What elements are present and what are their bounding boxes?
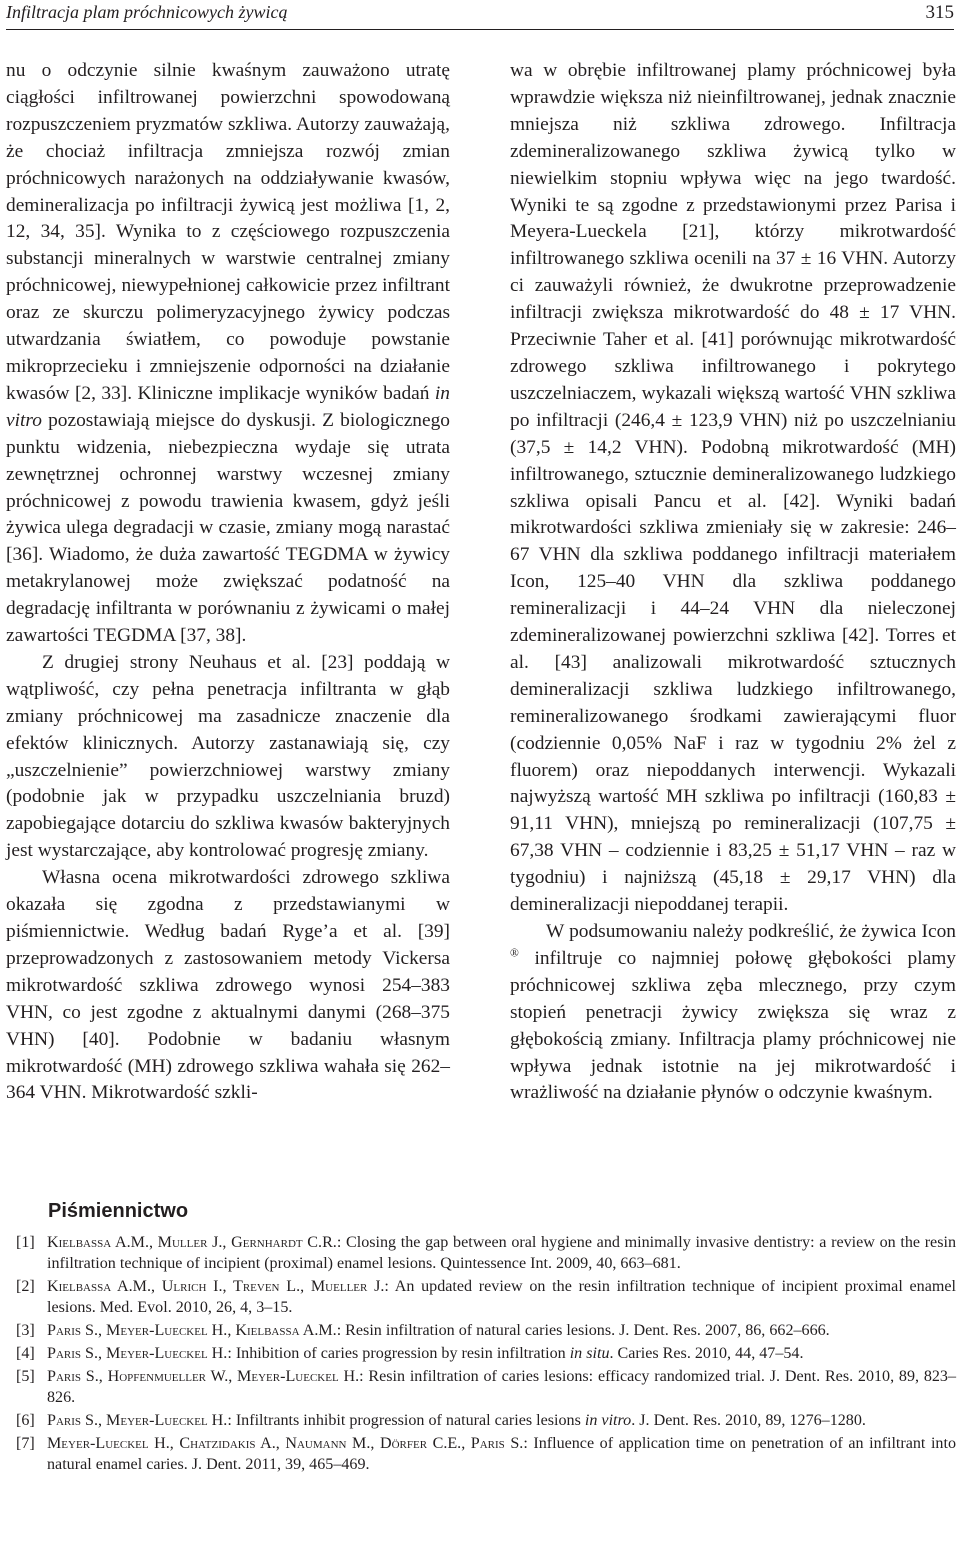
paragraph-microleakage xyxy=(6,58,450,650)
reference-item xyxy=(6,1433,956,1476)
paragraph-microhardness: Własna ocena mikrotwardości zdrowego szkliwa okazała się zgodna z przedstawianymi w piśmiennictwie. Według badań Ryge’a et al. [39] przeprowadzonych z zastosowaniem metody Vickersa mikrotwardość szkliwa zdrowego wynosi 254–383 VHN, co jest zgodne z aktualnymi danymi (268–375 VHN) [40]. Podobnie w badaniu własnym mikrotwardość (MH) zdrowego szkliwa wahała się 262–364 VHN. Mikrotwardość szkli- xyxy=(6,867,450,1104)
header-rule xyxy=(6,29,954,30)
reference-authors: Meyer-Lueckel H., Chatzidakis A., Naumann M., Dörfer C.E., Paris S. xyxy=(47,1434,524,1452)
reference-text: : An updated review on the resin infiltration technique of incipient proximal enamel lesions. Med. Evol. 2010, 26, 4, 3–15. xyxy=(47,1278,957,1317)
reference-italic: in situ xyxy=(569,1344,610,1362)
right-column xyxy=(510,58,956,1107)
reference-authors: Paris S., Meyer-Lueckel H. xyxy=(47,1411,228,1429)
reference-item xyxy=(6,1366,956,1409)
reference-item xyxy=(6,1343,956,1364)
reference-text: : Infiltrants inhibit progression of natural caries lesions xyxy=(227,1411,585,1429)
reference-text: . J. Dent. Res. 2010, 89, 1276–1280. xyxy=(631,1411,866,1429)
reference-number: [1] xyxy=(16,1234,35,1251)
paragraph-summary xyxy=(510,919,956,1107)
reference-authors: Paris S., Meyer-Lueckel H., Kielbassa A.M. xyxy=(47,1322,337,1340)
reference-number: [3] xyxy=(16,1322,35,1340)
reference-number: [2] xyxy=(16,1278,35,1296)
reference-text: : Influence of application time on penetration of an infiltrant into natural enamel caries. J. Dent. 2011, 39, 465–469. xyxy=(47,1434,956,1473)
reference-number: [5] xyxy=(16,1367,35,1385)
text-run: infiltruje co najmniej połowę głębokości plamy próchnicowej szkliwa zęba mlecznego, przy czym stopień penetracji żywicy zwiększa się wraz z głębokością zmiany. Infiltracja plamy próchnicowej nie wpływa jednak istotnie na jej mikrotwardość i wrażliwość na działanie płynów o odczynie kwaśnym. xyxy=(510,947,956,1104)
references-heading: Piśmiennictwo xyxy=(48,1200,189,1222)
reference-authors: Kielbassa A.M., Ulrich I., Treven L., Mueller J. xyxy=(47,1278,385,1296)
reference-text: : Resin infiltration of natural caries lesions. J. Dent. Res. 2007, 86, 662–666. xyxy=(336,1322,830,1340)
reference-number: [6] xyxy=(16,1411,35,1429)
reference-italic: in vitro xyxy=(584,1411,632,1429)
left-column xyxy=(6,58,450,1107)
references-section xyxy=(6,1196,956,1477)
paragraph-neuhaus: Z drugiej strony Neuhaus et al. [23] poddają w wątpliwość, czy pełna penetracja infiltranta w głąb zmiany próchnicowej ma zasadnicze znaczenie dla efektów klinicznych. Autorzy zastanawiają się, czy „uszczelnienie” powierzchniowej warstwy zmiany (podobnie jak w przypadku uszczelniania bruzd) zapobiegające dotarciu do szkliwa kwasów bakteryjnych jest wystarczające, aby kontrolować progresję zmiany. xyxy=(6,651,450,862)
reference-item xyxy=(6,1410,956,1431)
reference-authors: Kielbassa A.M., Muller J., Gernhardt C.R. xyxy=(47,1234,337,1251)
reference-text: : Closing the gap between oral hygiene and minimally invasive dentistry: a review on the resin infiltration technique of incipient (proximal) enamel lesions. Quintessence Int. 2009, 40, 663–681. xyxy=(47,1234,956,1273)
reference-item xyxy=(6,1320,956,1341)
italic-term: in vitro xyxy=(6,382,450,431)
reference-authors: Paris S., Hopfenmueller W., Meyer-Lueckel H. xyxy=(47,1367,360,1385)
reference-text: : Inhibition of caries progression by resin infiltration xyxy=(227,1344,570,1362)
reference-item xyxy=(6,1276,956,1319)
reference-text: . Caries Res. 2010, 44, 47–54. xyxy=(609,1344,804,1362)
text-run: W podsumowaniu należy podkreślić, że żywica Icon xyxy=(546,921,956,942)
reference-text: : Resin infiltration of caries lesions: efficacy randomized trial. J. Dent. Res. 2010, 89, 823–826. xyxy=(47,1367,957,1407)
registered-mark: ® xyxy=(510,946,519,960)
reference-number: [4] xyxy=(16,1344,35,1362)
page-number: 315 xyxy=(925,2,954,23)
running-header xyxy=(6,0,954,30)
text-run: pozostawiają miejsce do dyskusji. Z biologicznego punktu widzenia, niebezpieczna wydaje się utrata zewnętrznej ochronnej warstwy wczesnej zmiany próchnicowej z powodu trawienia kwasem, gdyż jeśli żywica ulega degradacji w czasie, zmiany mogą narastać [36]. Wiadomo, że duża zawartość TEGDMA w żywicy metakrylanowej może zwiększać podatność na degradację infiltranta w porównaniu z żywicami o małej zawartości TEGDMA [37, 38]. xyxy=(6,409,450,647)
reference-authors: Paris S., Meyer-Lueckel H. xyxy=(47,1344,228,1362)
paragraph-infiltrated-enamel: wa w obrębie infiltrowanej plamy próchnicowej była wprawdzie większa niż nieinfiltrowanej, jednak znacznie mniejsza niż szkliwa zdrowego. Infiltracja zdemineralizowanego szkliwa żywicą tylko w niewielkim stopniu wpływa więc na jego twardość. Wyniki te są zgodne z przedstawionymi przez Parisa i Meyera-Lueckela [21], którzy mikrotwardość infiltrowanego szkliwa ocenili na 37 ± 16 VHN. Autorzy ci zauważyli również, że dwukrotne przeprowadzenie infiltracji zwiększa mikrotwardość do 48 ± 17 VHN. Przeciwnie Taher et al. [41] porównując mikrotwardość zdrowego szkliwa infiltrowanego i pokrytego uszczelniaczem, wykazali większą wartość VHN szkliwa po infiltracji (246,4 ± 123,9 VHN) niż po uszczelnianiu (37,5 ± 14,2 VHN). Podobną mikrotwardość (MH) infiltrowanego, sztucznie demineralizowanego ludzkiego szkliwa opisali Pancu et al. [42]. Wyniki badań mikrotwardości szkliwa zmieniały się w zakresie: 246–67 VHN dla szkliwa poddanego infiltracji materiałem Icon, 125–40 VHN dla szkliwa poddanego remineralizacji i 44–24 VHN dla nieleczonej zdemineralizowanej powierzchni szkliwa [42]. Torres et al. [43] analizowali mikrotwardość sztucznych demineralizacji szkliwa ludzkiego infiltrowanego, remineralizowanego środkami zawierającymi fluor (codziennie 0,05% NaF i raz w tygodniu 2% żel z fluorem) oraz niepoddanych interwencji. Wykazali najwyższą wartość MH szkliwa po infiltracji (160,83 ± 91,11 VHN), mniejszą po remineralizacji (107,75 ± 67,38 VHN – codziennie i 83,25 ± 51,17 VHN – raz w tygodniu) i najniższą (45,18 ± 29,17 VHN) dla demineralizacji niepoddanej terapii. xyxy=(510,60,956,916)
reference-number: [7] xyxy=(16,1434,35,1452)
text-run: nu o odczynie silnie kwaśnym zauważono utratę ciągłości infiltrowanej powierzchni spowodowaną rozpuszczeniem pryzmatów szkliwa. Autorzy zauważają, że chociaż infiltracja zmniejsza rozwój zmian próchnicowych narażonych na oddziaływanie kwasów, demineralizacja po infiltracji żywicą jest możliwa [1, 2, 12, 34, 35]. Wynika to z częściowego rozpuszczenia substancji mineralnych w warstwie centralnej zmiany próchnicowej, niewypełnionej całkowicie przez infiltrant oraz ze skurczu polimeryzacyjnego żywicy podczas utwardzania światłem, co powoduje powstanie mikroprzecieku i zmniejszenie odporności na działanie kwasów [2, 33]. Kliniczne implikacje wyników badań xyxy=(6,60,450,404)
reference-item xyxy=(6,1232,956,1275)
running-title: Infiltracja plam próchnicowych żywicą xyxy=(6,2,288,22)
